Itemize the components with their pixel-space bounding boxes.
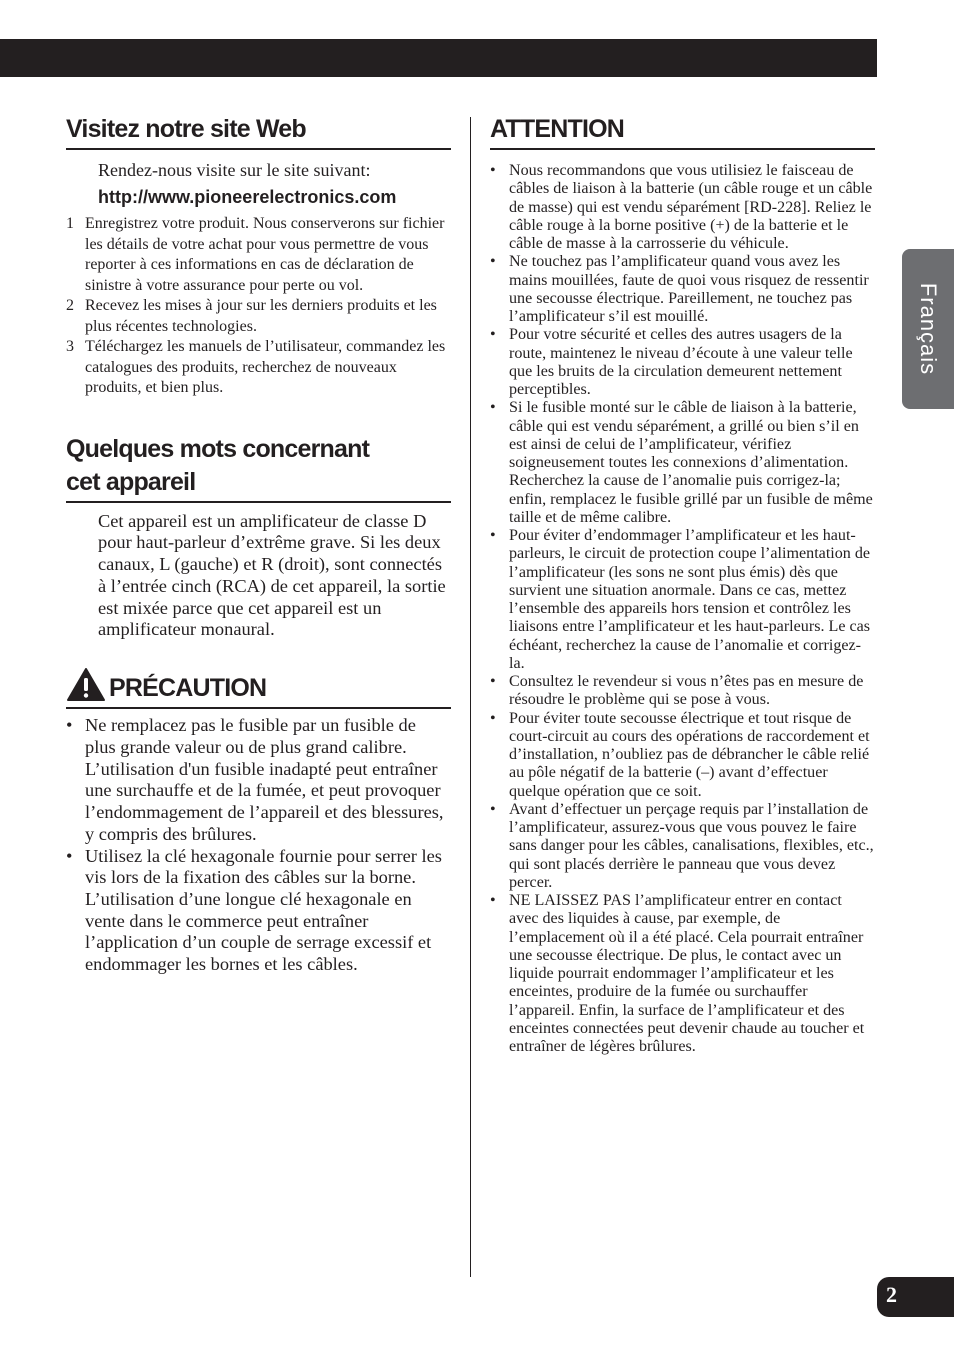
item-text: Ne remplacez pas le fusible par un fusible de plus grande valeur ou de plus grand calibre. L’utilisation d'un fusible inadapté peut entraîner une surchauffe et de la fumée, et peut provoquer l’endommagement de l’appareil et des blessures, y compris des brûlures. — [85, 715, 444, 844]
bullet: • — [490, 326, 496, 344]
column-divider — [470, 117, 471, 1277]
list-item — [490, 527, 875, 673]
bullet: • — [66, 715, 73, 736]
precaution-list — [66, 715, 451, 975]
bullet: • — [490, 253, 496, 271]
item-text: Nous recommandons que vous utilisiez le faisceau de câbles de liaison à la batterie (un câble rouge et un câble de masse) qui est vendu séparément [RD-228]. Reliez le câble rouge à la borne positive (+) de la batterie et le câble de masse à la carrosserie du véhicule. — [509, 162, 873, 252]
about-heading-line1: Quelques mots concernant — [66, 434, 370, 463]
item-text: NE LAISSEZ PAS l’amplificateur entrer en contact avec des liquides à cause, par exemple, de l’emplacement où il a été placé. Cela pourrait entraîner une secousse électrique. De plus, le contact avec un liquide pourrait endommager l’amplificateur et les enceintes, produire de la fumée ou surchauffer l’appareil. Enfin, la surface de l’amplificateur et des enceintes connectées peut devenir chaude au toucher et entraîner de légères brûlures. — [509, 892, 865, 1055]
list-item — [490, 710, 875, 801]
list-item — [490, 326, 875, 399]
bullet: • — [490, 673, 496, 690]
precaution-heading: PRÉCAUTION — [109, 674, 267, 703]
website-benefits-list — [66, 214, 451, 399]
bullet: • — [490, 709, 496, 727]
list-item — [66, 846, 451, 976]
attention-heading-rule — [490, 113, 875, 150]
item-text: Pour éviter d’endommager l’amplificateur et les haut-parleurs, le circuit de protection coupe l’alimentation de l’amplificateur (les sons ne sont plus émis) dès que survient une situation anormale. Dans ce cas, mettez l’ensemble des appareils hors tension et contrôlez les liaisons entre l’amplificateur et les haut-parleurs. Le cas échéant, recherchez la cause de l’anomalie et corrigez-la. — [509, 527, 871, 672]
about-text: Cet appareil est un amplificateur de classe D pour haut-parleur d’extrême grave. Si les deux canaux, L (gauche) et R (droit), sont connectés à l’entrée cinch (RCA) de cet appareil, la sortie est mixée parce que cet appareil est un amplificateur monaural. — [98, 510, 446, 640]
bullet: • — [490, 527, 496, 544]
left-column — [66, 113, 451, 976]
item-number: 2 — [66, 297, 74, 314]
list-item — [490, 801, 875, 892]
item-text: Consultez le revendeur si vous n’êtes pas en mesure de résoudre le problème qui se pose à vous. — [509, 673, 864, 709]
bullet: • — [490, 399, 496, 417]
attention-heading: ATTENTION — [490, 115, 624, 143]
list-item — [66, 296, 451, 337]
bullet: • — [490, 800, 496, 818]
attention-list — [490, 162, 875, 1056]
item-number: 1 — [66, 215, 74, 232]
item-number: 3 — [66, 338, 74, 355]
about-heading — [66, 433, 451, 499]
language-tab — [902, 249, 954, 409]
bullet: • — [66, 845, 73, 866]
list-item — [66, 715, 451, 845]
item-text: Avant d’effectuer un perçage requis par l’installation de l’amplificateur, assurez-vous que vous pouvez le faire sans danger pour les câbles, canalisations, flexibles, etc., qui sont placés derrière le panneau que vous devez percer. — [509, 800, 874, 891]
item-text: Ne touchez pas l’amplificateur quand vous avez les mains mouillées, faute de quoi vous risquez de ressentir une secousse électrique. Pareillement, ne touchez pas l’amplificateur s’il est mouillé. — [509, 253, 869, 325]
website-heading-rule — [66, 113, 451, 150]
item-text: Utilisez la clé hexagonale fournie pour serrer les vis lors de la fixation des câbles sur la borne. L’utilisation d’une longue clé hexagonale en vente dans le commerce peut entraîner l’application d’un couple de serrage excessif et endommager les bornes et les câbles. — [85, 845, 442, 975]
list-item — [490, 162, 875, 253]
bullet: • — [490, 162, 496, 179]
item-text: Pour éviter toute secousse électrique et tout risque de court-circuit au cours des opérations de raccordement et d’installation, n’oubliez pas de débrancher le câble relié au pôle négatif de la batterie (–) avant d’effectuer quelque opération que ce soit. — [509, 709, 870, 800]
about-heading-line2: cet appareil — [66, 467, 196, 496]
list-item — [490, 399, 875, 527]
item-text: Si le fusible monté sur le câble de liaison à la batterie, câble qui est vendu séparément, a grillé ou bien s’il en est ainsi de celui de l’amplificateur, vérifiez soigneusement toutes les connexions d’alimentation. Recherchez la cause de l’anomalie puis corrigez-la; enfin, remplacez le fusible grillé par un fusible de même taille et de même calibre. — [509, 399, 873, 526]
bullet: • — [490, 892, 496, 909]
item-text: Recevez les mises à jour sur les derniers produits et les plus récentes technologies. — [85, 297, 437, 335]
list-item — [66, 337, 451, 399]
website-intro: Rendez-nous visite sur le site suivant: — [98, 160, 371, 180]
top-header-bar — [0, 39, 877, 77]
item-text: Pour votre sécurité et celles des autres usagers de la route, maintenez le niveau d’écoute à une valeur telle que les bruits de la circulation demeurent nettement perceptibles. — [509, 326, 853, 398]
website-heading: Visitez notre site Web — [66, 115, 306, 143]
website-url: http://www.pioneerelectronics.com — [98, 187, 397, 207]
precaution-heading-rule — [66, 667, 451, 709]
language-tab-label: Français — [916, 282, 941, 376]
list-item — [490, 892, 875, 1056]
item-text: Téléchargez les manuels de l’utilisateur, commandez les catalogues des produits, recherchez de nouveaux produits, et bien plus. — [85, 338, 446, 396]
list-item — [490, 253, 875, 326]
warning-triangle-icon — [66, 667, 106, 702]
page-number: 2 — [886, 1282, 897, 1307]
about-heading-rule — [66, 433, 451, 503]
list-item — [490, 673, 875, 710]
list-item — [66, 214, 451, 296]
item-text: Enregistrez votre produit. Nous conserverons sur fichier les détails de votre achat pour vous permettre de vous reporter à ces informations en cas de déclaration de sinistre à votre assurance pour perte ou vol. — [85, 215, 445, 294]
right-column — [490, 113, 875, 1056]
page-number-tab — [877, 1277, 954, 1317]
